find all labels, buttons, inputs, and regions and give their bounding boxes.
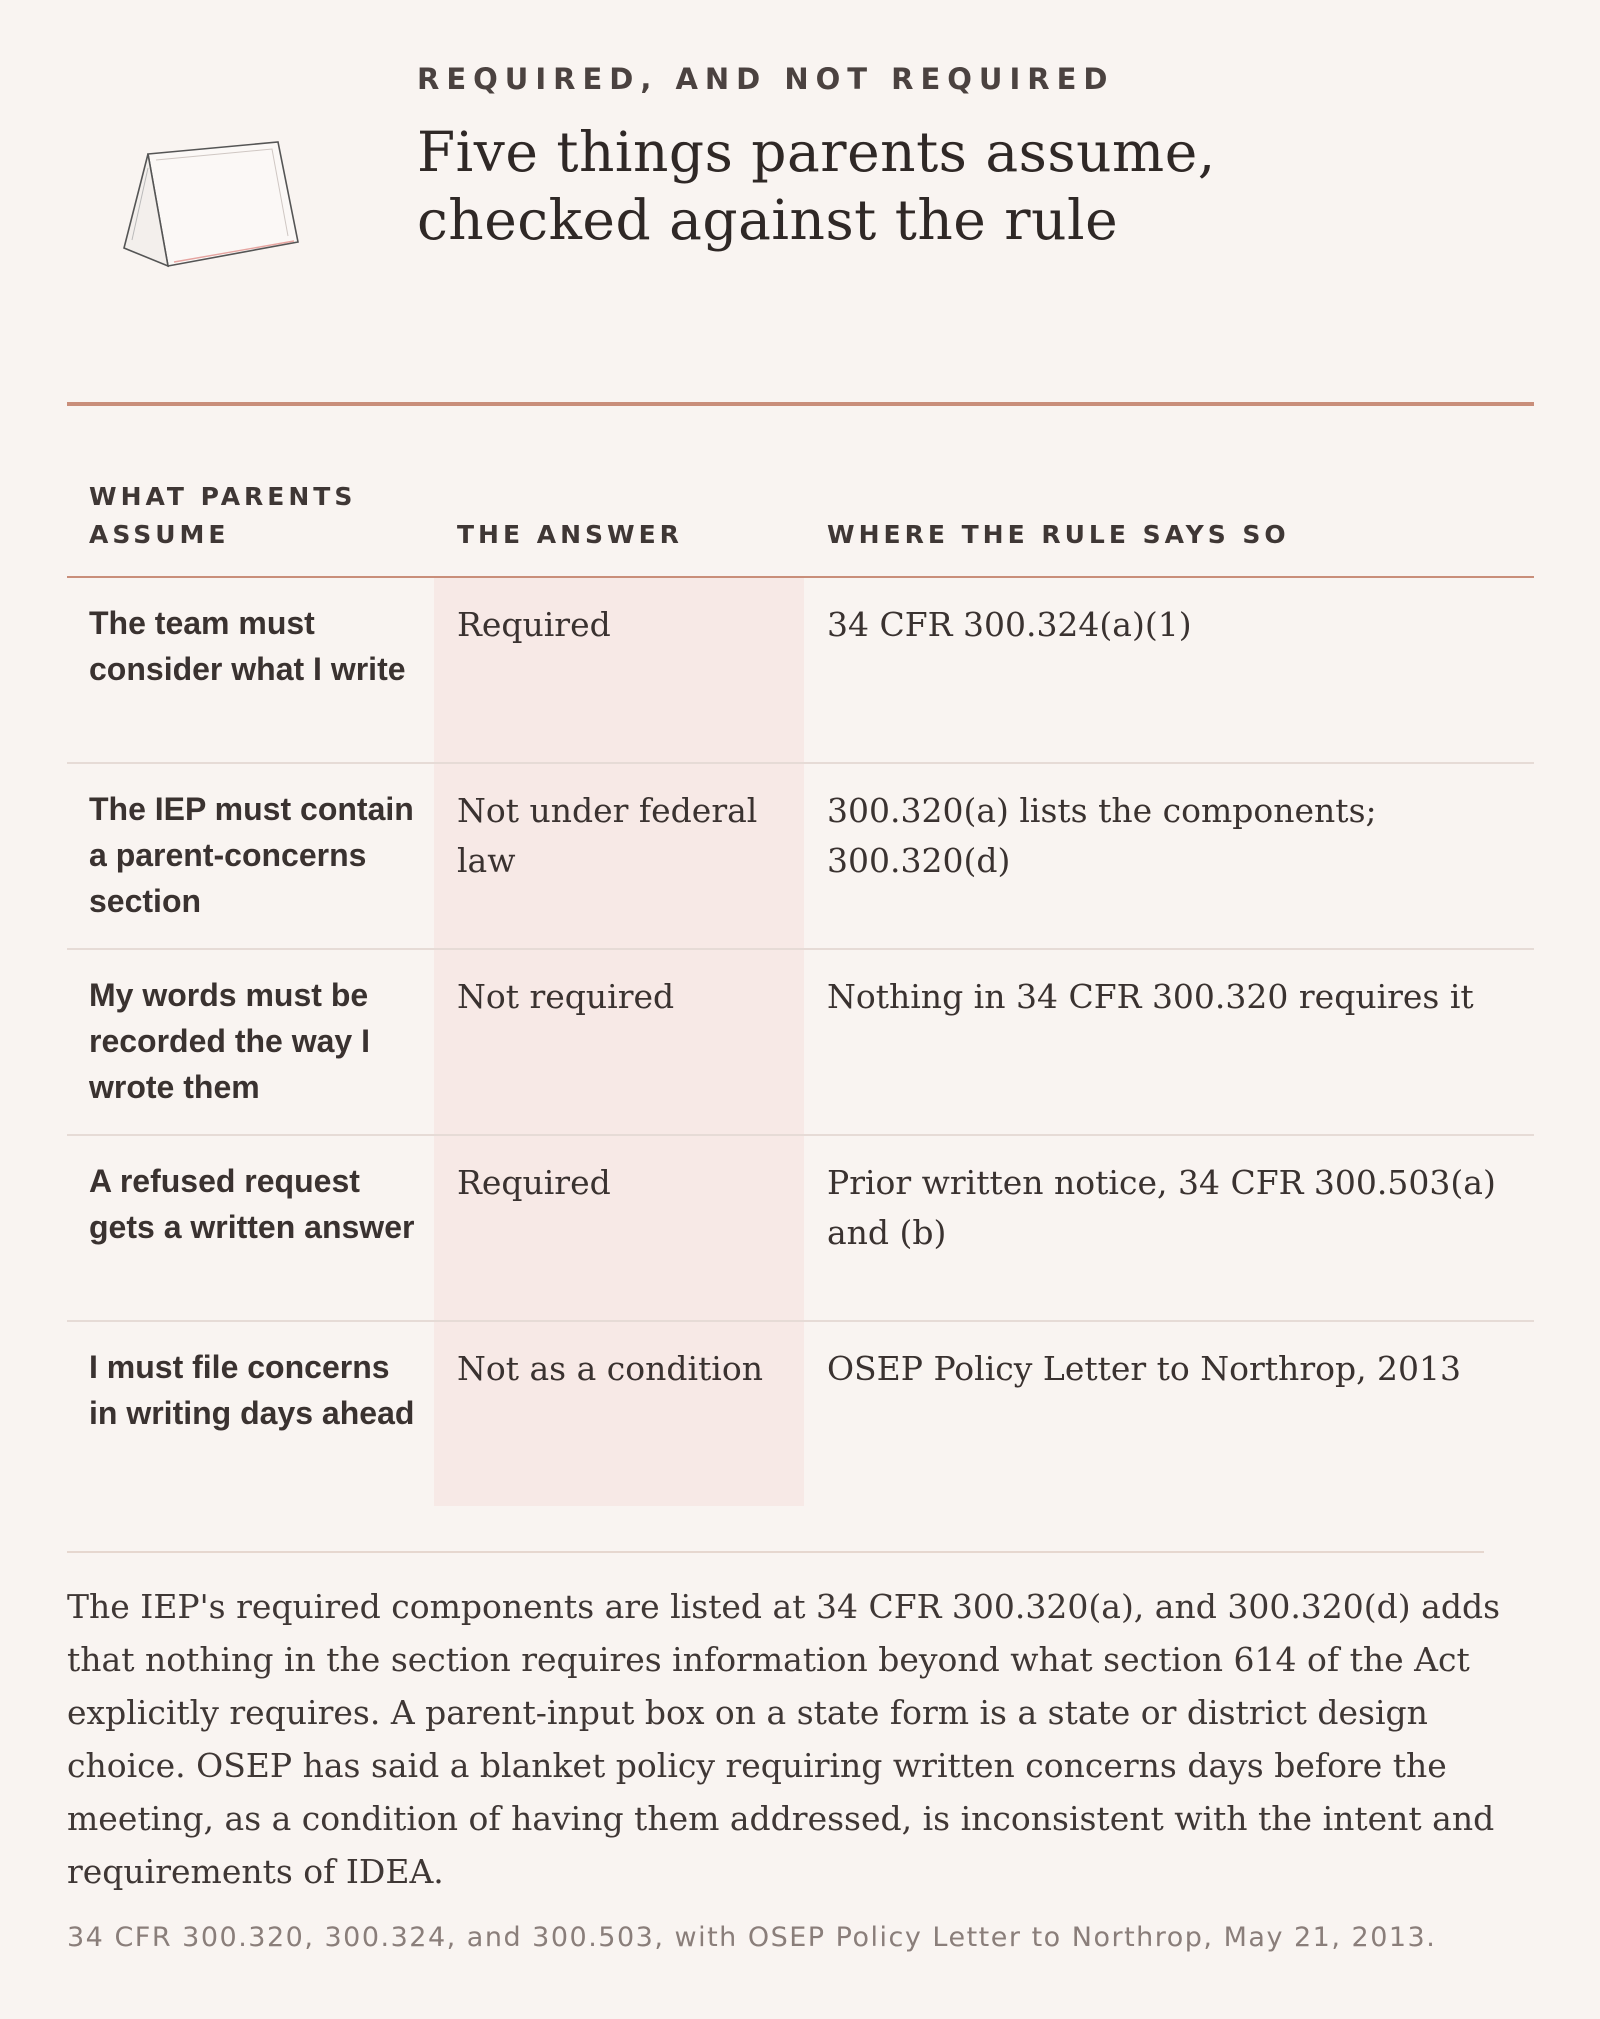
assumption-cell: A refused request gets a written answer (89, 1163, 415, 1245)
table-row (67, 1136, 1534, 1322)
header (0, 0, 1600, 400)
assumption-cell: The team must consider what I write (89, 605, 406, 687)
answer-cell: Not required (457, 977, 675, 1016)
table-header (67, 470, 1534, 578)
page-title: Five things parents assume, checked against the rule (417, 120, 1216, 252)
answer-cell: Required (457, 1163, 611, 1202)
answer-cell: Not as a condition (457, 1349, 763, 1388)
answer-cell: Required (457, 605, 611, 644)
source-cell: 300.320(a) lists the components; 300.320(d) (827, 791, 1377, 880)
table-row (67, 764, 1534, 950)
table-row (67, 1322, 1534, 1508)
source-cell: Nothing in 34 CFR 300.320 requires it (827, 977, 1474, 1016)
column-header-answer: THE ANSWER (457, 520, 683, 549)
table-row (67, 950, 1534, 1136)
assumption-cell: I must file concerns in writing days ahead (89, 1349, 415, 1431)
comparison-table (67, 470, 1534, 1508)
column-header-assumption: WHAT PARENTS ASSUME (89, 482, 357, 549)
tent-card-icon (118, 138, 308, 278)
summary-paragraph: The IEP's required components are listed at 34 CFR 300.320(a), and 300.320(d) adds that nothing in the section requires information beyond what section 614 of the Act explicitly requires. A parent-input box on a state form is a state or district design choice. OSEP has said a blanket policy requiring written concerns days before the meeting, as a condition of having them addressed, is inconsistent with the intent and requirements of IDEA. (67, 1587, 1501, 1891)
top-divider (67, 402, 1534, 406)
source-cell: OSEP Policy Letter to Northrop, 2013 (827, 1349, 1462, 1388)
assumption-cell: The IEP must contain a parent-concerns section (89, 791, 414, 919)
column-header-source: WHERE THE RULE SAYS SO (827, 520, 1290, 549)
eyebrow-label: REQUIRED, AND NOT REQUIRED (417, 62, 1115, 96)
source-cell: Prior written notice, 34 CFR 300.503(a) and (b) (827, 1163, 1496, 1252)
table-row (67, 578, 1534, 764)
assumption-cell: My words must be recorded the way I wrote them (89, 977, 370, 1105)
answer-cell: Not under federal law (457, 791, 758, 880)
source-note: 34 CFR 300.320, 300.324, and 300.503, with OSEP Policy Letter to Northrop, May 21, 2013. (67, 1922, 1437, 1953)
footer-divider (67, 1551, 1484, 1553)
source-cell: 34 CFR 300.324(a)(1) (827, 605, 1192, 644)
